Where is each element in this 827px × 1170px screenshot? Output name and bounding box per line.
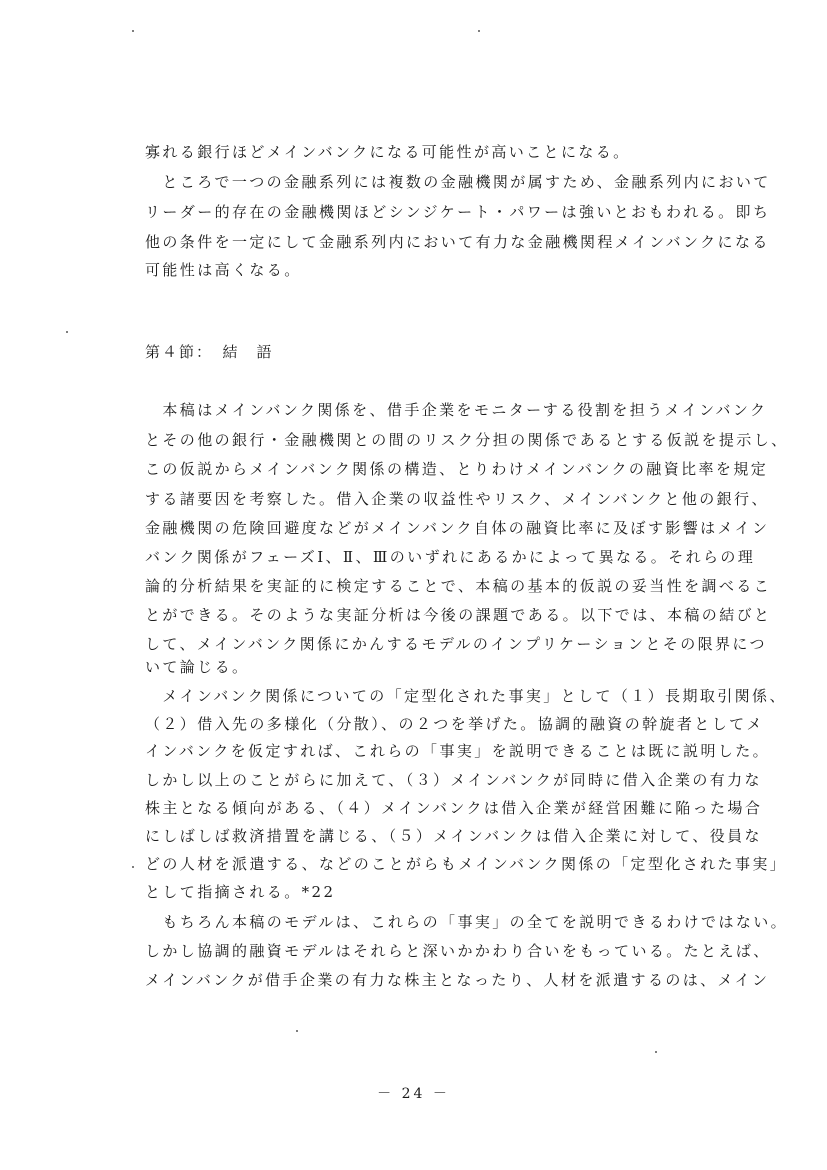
scan-speck xyxy=(132,30,134,32)
section-title: 第４節： 結 語 xyxy=(145,343,274,361)
text-line: この仮説からメインバンク関係の構造、とりわけメインバンクの融資比率を規定 xyxy=(145,460,769,478)
text-line: しかし以上のことがらに加えて、（３）メインバンクが同時に借入企業の有力な xyxy=(145,771,762,789)
scan-speck xyxy=(478,30,480,32)
page-number: － 24 － xyxy=(377,1086,450,1102)
text-line: インバンクを仮定すれば、これらの「事実」を説明できることは既に説明した。 xyxy=(145,742,771,760)
text-line: しかし協調的融資モデルはそれらと深いかかわり合いをもっている。たとえば、 xyxy=(145,942,771,960)
scan-speck xyxy=(655,1051,657,1053)
text-line: とその他の銀行・金融機関との間のリスク分担の関係であるとする仮説を提示し、 xyxy=(145,431,789,449)
text-line: 他の条件を一定にして金融系列内において有力な金融機関程メインバンクになる xyxy=(145,233,770,251)
text-line: メインバンクが借手企業の有力な株主となったり、人材を派遣するのは、メイン xyxy=(145,971,770,989)
text-line: リーダー的存在の金融機関ほどシンジケート・パワーは強いとおもわれる。即ち xyxy=(145,203,771,221)
text-line: 可能性は高くなる。 xyxy=(145,261,302,279)
text-line: ところで一つの金融系列には複数の金融機関が属すため、金融系列内において xyxy=(145,173,771,191)
text-line: どの人材を派遣する、などのことがらもメインバンク関係の「定型化された事実」 xyxy=(145,855,788,873)
scan-speck xyxy=(66,331,68,333)
text-line: メインバンク関係についての「定型化された事実」として（１）長期取引関係、 xyxy=(145,687,787,705)
text-line: （２）借入先の多様化（分散）、の２つを挙げた。協調的融資の幹旋者としてメ xyxy=(145,715,764,733)
text-line: にしばしば救済措置を講じる、（５）メインバンクは借入企業に対して、役員な xyxy=(145,827,762,845)
scan-speck xyxy=(132,866,134,868)
text-line: 論的分析結果を実証的に検定することで、本稿の基本的仮説の妥当性を調べるこ xyxy=(145,577,772,595)
text-line: いて論じる。 xyxy=(145,658,250,676)
text-line: もちろん本稿のモデルは、これらの「事実」の全てを説明できるわけではない。 xyxy=(145,913,789,931)
text-line: して、メインバンク関係にかんするモデルのインプリケーションとその限界につ xyxy=(145,635,767,653)
text-line: 株主となる傾向がある、（４）メインバンクは借入企業が経営困難に陥った場合 xyxy=(145,799,763,817)
text-line: 金融機関の危険回避度などがメインバンク自体の融資比率に及ぼす影響はメイン xyxy=(145,519,770,537)
scan-speck xyxy=(296,1030,298,1032)
text-line: バンク関係がフェーズⅠ、Ⅱ、Ⅲのいずれにあるかによって異なる。それらの理 xyxy=(145,548,756,566)
text-line: 寡れる銀行ほどメインバンクになる可能性が高いことになる。 xyxy=(145,143,631,161)
text-line: として指摘される。*22 xyxy=(145,883,336,901)
text-line: とができる。そのような実証分析は今後の課題である。以下では、本稿の結びと xyxy=(145,606,772,624)
text-line: 本稿はメインバンク関係を、借手企業をモニターする役割を担うメインバンク xyxy=(145,401,768,419)
text-line: する諸要因を考察した。借入企業の収益性やリスク、メインバンクと他の銀行、 xyxy=(145,490,769,508)
